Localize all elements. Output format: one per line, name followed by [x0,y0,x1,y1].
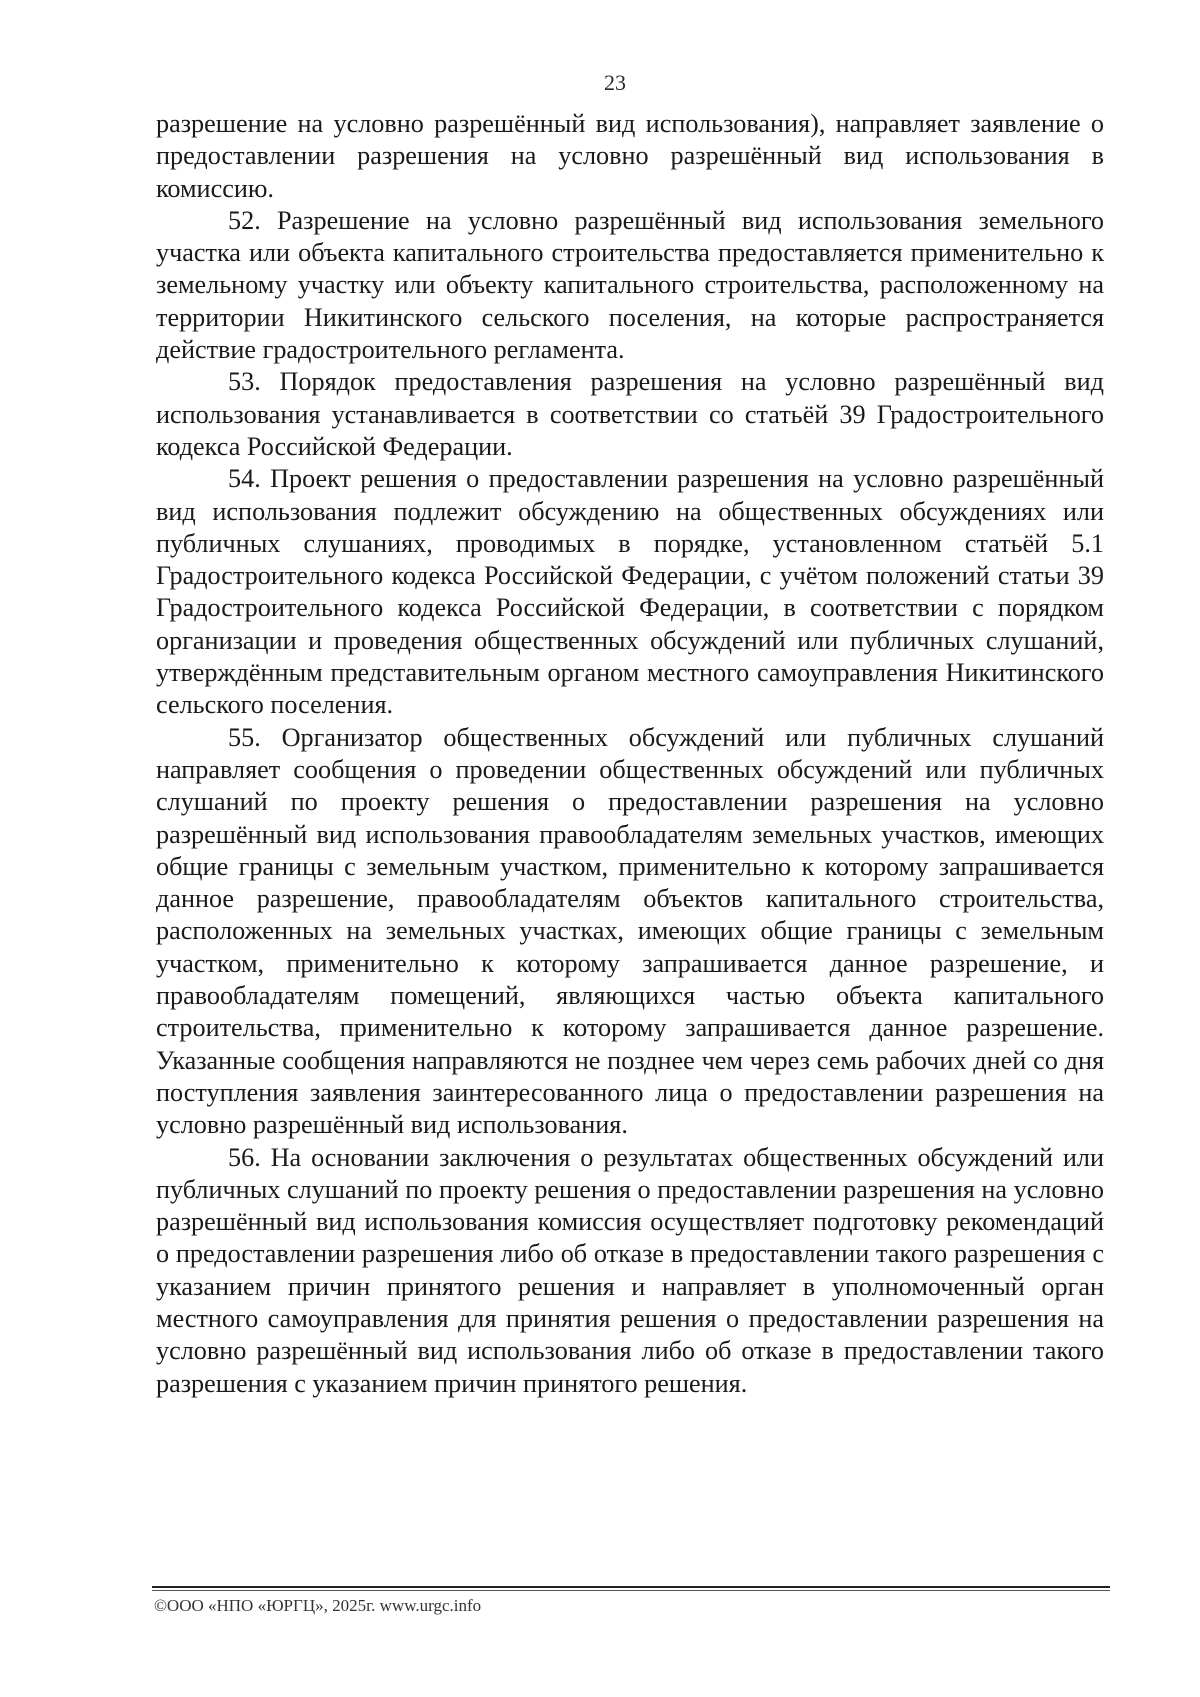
paragraph-continuation: разрешение на условно разрешённый вид использования), направляет заявление о предоставлении разрешения на условно разрешённый вид использования в комиссию. [156,109,1104,203]
paragraph-55: 55. Организатор общественных обсуждений или публичных слушаний направляет сообщения о проведении общественных обсуждений или публичных слушаний по проекту решения о предоставлении разрешения на условно разрешённый вид использования правообладателям земельных участков, имеющих общие границы с земельным участком, применительно к которому запрашивается данное разрешение, правообладателям объектов капитального строительства, расположенных на земельных участках, имеющих общие границы с земельным участком, применительно к которому запрашивается данное разрешение, и правообладателям помещений, являющихся частью объекта капитального строительства, применительно к которому запрашивается данное разрешение. Указанные сообщения направляются не позднее чем через семь рабочих дней со дня поступления заявления заинтересованного лица о предоставлении разрешения на условно разрешённый вид использования. [156,722,1104,1140]
paragraph-56: 56. На основании заключения о результатах общественных обсуждений или публичных слушаний по проекту решения о предоставлении разрешения на условно разрешённый вид использования комиссия осуществляет подготовку рекомендаций о предоставлении разрешения либо об отказе в предоставлении такого разрешения с указанием причин принятого решения и направляет в уполномоченный орган местного самоуправления для принятия решения о предоставлении разрешения на условно разрешённый вид использования либо об отказе в предоставлении такого разрешения с указанием причин принятого решения. [156,1142,1104,1398]
footer-divider [152,1586,1110,1588]
paragraph-54: 54. Проект решения о предоставлении разрешения на условно разрешённый вид использования подлежит обсуждению на общественных обсуждениях или публичных слушаниях, проводимых в порядке, установленном статьёй 5.1 Градостроительного кодекса Российской Федерации, с учётом положений статьи 39 Градостроительного кодекса Российской Федерации, в соответствии с порядком организации и проведения общественных обсуждений или публичных слушаний, утверждённым представительным органом местного самоуправления Никитинского сельского поселения. [156,464,1104,720]
paragraph-52: 52. Разрешение на условно разрешённый вид использования земельного участка или объекта капитального строительства предоставляется применительно к земельному участку или объекту капитального строительства, расположенному на территории Никитинского сельского поселения, на которые распространяется действие градостроительного регламента. [156,205,1104,365]
paragraph-53: 53. Порядок предоставления разрешения на условно разрешённый вид использования устанавливается в соответствии со статьёй 39 Градостроительного кодекса Российской Федерации. [156,367,1104,461]
document-body [156,108,1104,1400]
page-number: 23 [604,70,626,95]
footer-divider-thin [152,1590,1110,1591]
footer-copyright: ©ООО «НПО «ЮРГЦ», 2025г. www.urgc.info [154,1596,482,1615]
